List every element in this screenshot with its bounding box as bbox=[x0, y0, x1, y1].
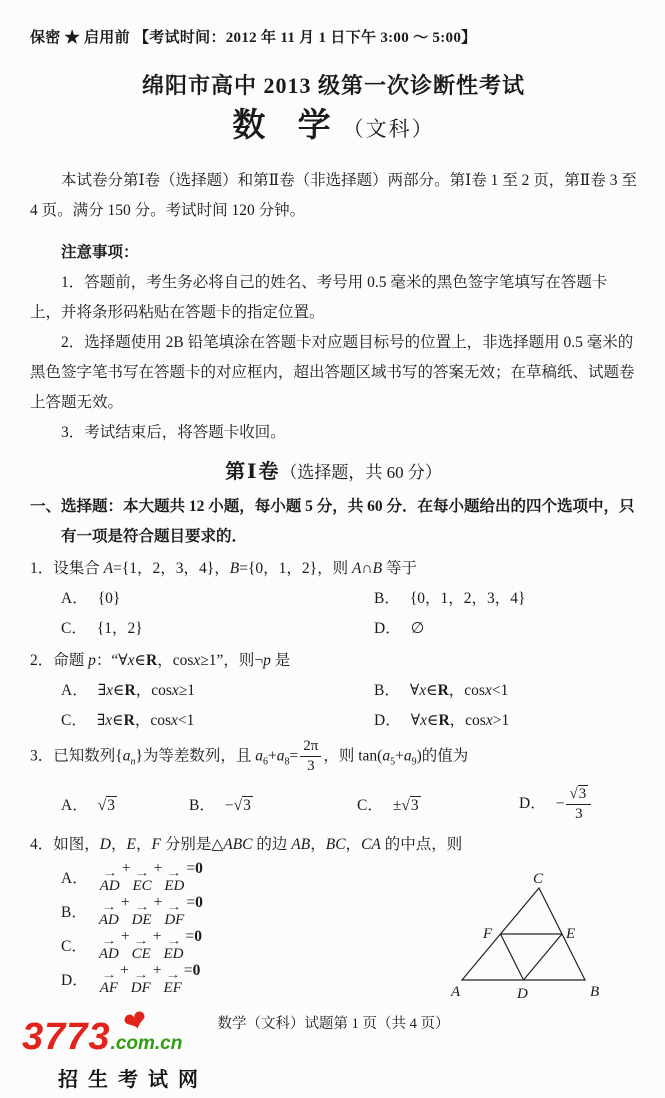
triangle-figure bbox=[440, 868, 635, 1002]
question-3 bbox=[30, 738, 637, 828]
option-body: −√3 bbox=[224, 797, 251, 815]
option-label: D． bbox=[519, 794, 546, 812]
notice-item-2: 2．选择题使用 2B 铅笔填涂在答题卡对应题目标号的位置上，非选择题用 0.5 毫米的黑色签字笔书写在答题卡的对应框内，超出答题区域书写的答案无效；在草稿纸、试题卷上答题无效。 bbox=[30, 334, 635, 411]
vertex-label-f: F bbox=[483, 926, 493, 943]
section-title-detail: （选择题，共 60 分） bbox=[280, 463, 442, 482]
section-title-volume: 第Ⅰ卷 bbox=[225, 461, 281, 483]
option-body: {1，2} bbox=[96, 620, 143, 637]
question-3-option-d bbox=[519, 786, 593, 824]
question-3-option-c bbox=[357, 793, 519, 815]
section-title bbox=[30, 456, 637, 490]
question-4 bbox=[30, 830, 637, 1003]
question-2 bbox=[30, 646, 637, 736]
vertex-label-a: A bbox=[451, 984, 461, 1001]
option-label: D． bbox=[374, 620, 401, 637]
subject-title bbox=[30, 104, 637, 154]
option-body: {0} bbox=[97, 590, 121, 607]
option-body: → AD + → CE + → ED =0 bbox=[98, 928, 203, 963]
option-body: ∃x∈R，cosx≥1 bbox=[97, 682, 196, 699]
option-label: D． bbox=[61, 972, 88, 990]
question-3-stem: 3．已知数列$\{a_n\}$为等差数列，且 $a_6+a_8=$ $\frac{2\pi}{3}$ ，则 $\tan(a_5+a_9)$的值为 bbox=[30, 738, 469, 775]
option-label: C． bbox=[357, 797, 383, 815]
option-label: B． bbox=[61, 904, 87, 922]
option-body: ∅ bbox=[410, 620, 425, 637]
question-2-option-c bbox=[61, 706, 374, 736]
question-3-option-b bbox=[189, 793, 357, 815]
vertex-label-d: D bbox=[517, 986, 528, 1003]
question-4-body bbox=[30, 860, 637, 1003]
logo-site-name: 招生考试网 bbox=[58, 1069, 208, 1091]
question-1-option-b bbox=[374, 584, 637, 614]
question-2-stem: 2．命题 p：“∀x∈R，cosx≥1”，则¬p 是 bbox=[30, 652, 291, 669]
option-label: D． bbox=[374, 712, 401, 729]
vertex-label-c: C bbox=[533, 871, 544, 888]
midsegment-fd bbox=[501, 934, 524, 980]
exam-title: 绵阳市高中 2013 级第一次诊断性考试 bbox=[141, 73, 525, 98]
notice-heading: 注意事项： bbox=[61, 244, 139, 261]
page-footer: 数学（文科）试题第 1 页（共 4 页） bbox=[217, 1016, 450, 1033]
question-1-options-row-2 bbox=[30, 614, 637, 644]
option-label: C． bbox=[61, 712, 87, 729]
notice-item-1: 1．答题前，考生务必将自己的姓名、考号用 0.5 毫米的黑色签字笔填写在答题卡上，并将条形码粘贴在答题卡的指定位置。 bbox=[30, 274, 608, 321]
option-label: B． bbox=[374, 682, 400, 699]
option-label: C． bbox=[61, 620, 87, 637]
question-2-option-b bbox=[374, 676, 637, 706]
question-3-option-a bbox=[61, 793, 189, 815]
subject-name: 数 学 bbox=[232, 108, 343, 144]
security-line: 保密 ★ 启用前 【考试时间：2012 年 11 月 1 日下午 3:00 ～ 5:00】 bbox=[30, 30, 477, 46]
question-1-option-d bbox=[374, 614, 637, 644]
option-body: ∀x∈R，cosx<1 bbox=[409, 682, 509, 699]
question-2-options-row-2 bbox=[30, 706, 637, 736]
option-label: A． bbox=[61, 682, 88, 699]
question-2-options-row-1 bbox=[30, 676, 637, 706]
midsegment-ed bbox=[524, 934, 563, 980]
question-1-stem: 1．设集合 A={1，2，3，4}，B={0，1，2}，则 A∩B 等于 bbox=[30, 560, 417, 577]
site-logo bbox=[22, 1002, 208, 1092]
option-body: → AD + → DE + → DF =0 bbox=[98, 894, 203, 929]
subject-track: （文科） bbox=[342, 117, 435, 141]
option-body: → AD + → EC + → ED =0 bbox=[99, 860, 203, 895]
option-label: B． bbox=[189, 797, 215, 815]
vertex-label-e: E bbox=[566, 926, 576, 943]
question-1-options-row-1 bbox=[30, 584, 637, 614]
notice-item-3: 3．考试结束后，将答题卡收回。 bbox=[61, 424, 286, 441]
option-body: ∃x∈R，cosx<1 bbox=[96, 712, 195, 729]
option-body: − $\frac{√3}{3}$ bbox=[556, 795, 593, 812]
option-label: A． bbox=[61, 590, 88, 607]
question-2-option-a bbox=[61, 676, 374, 706]
option-body: ∀x∈R，cosx>1 bbox=[410, 712, 510, 729]
option-body: √3 bbox=[97, 797, 115, 815]
question-1-option-c bbox=[61, 614, 374, 644]
option-body: {0，1，2，3，4} bbox=[409, 590, 526, 607]
option-body: → AF + → DF + → EF =0 bbox=[99, 962, 201, 997]
question-1 bbox=[30, 554, 637, 644]
option-body: ±√3 bbox=[392, 797, 419, 815]
option-label: A． bbox=[61, 797, 88, 815]
question-1-option-a bbox=[61, 584, 374, 614]
vertex-label-b: B bbox=[590, 984, 600, 1001]
option-label: C． bbox=[61, 938, 87, 956]
logo-wordmark bbox=[22, 1002, 208, 1063]
question-3-options-row bbox=[30, 780, 637, 828]
logo-number: 3773 bbox=[22, 1016, 111, 1058]
question-2-option-d bbox=[374, 706, 637, 736]
section-instruction: 一、选择题：本大题共 12 小题，每小题 5 分，共 60 分．在每小题给出的四个选项中，只有一项是符合题目要求的． bbox=[30, 498, 635, 545]
intro-paragraph: 本试卷分第Ⅰ卷（选择题）和第Ⅱ卷（非选择题）两部分。第Ⅰ卷 1 至 2 页，第Ⅱ卷 3 至 4 页。满分 150 分。考试时间 120 分钟。 bbox=[30, 172, 637, 219]
option-label: A． bbox=[61, 870, 88, 888]
logo-domain: .com.cn bbox=[110, 1033, 183, 1054]
heart-icon: ❤ bbox=[119, 1002, 152, 1041]
question-4-stem: 4．如图，D，E，F 分别是△ABC 的边 AB，BC，CA 的中点，则 bbox=[30, 836, 463, 854]
option-label: B． bbox=[374, 590, 400, 607]
